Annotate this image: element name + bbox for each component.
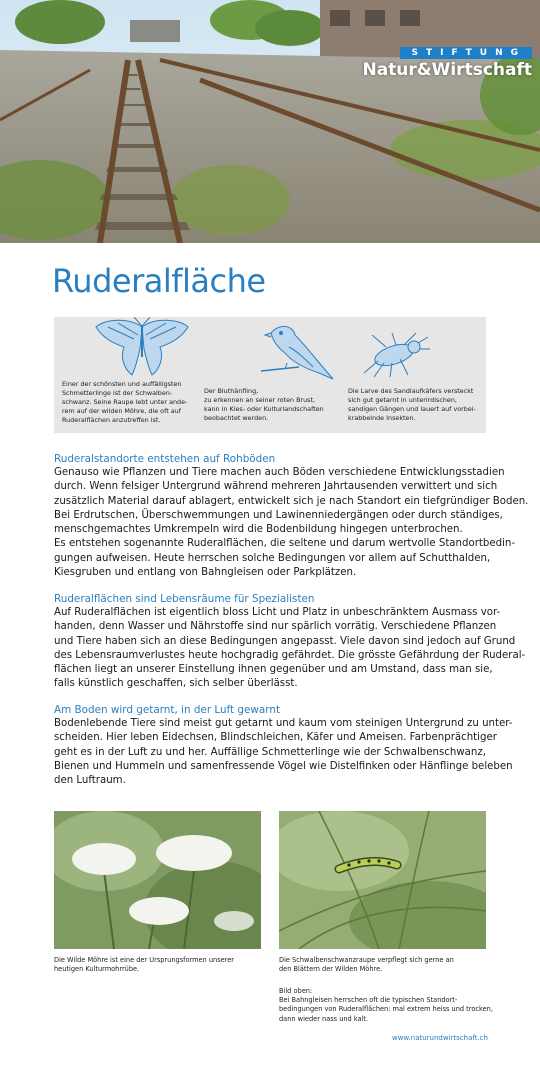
caterpillar-caption (279, 956, 454, 974)
text-line: den Luftraum. (54, 775, 126, 787)
caption-line: Ruderalflächen anzutreffen ist. (62, 416, 161, 424)
text-line: des Lebensraumverlustes heute hochgradig gefährdet. Die grösste Gefährdung der Ruderal- (54, 649, 526, 661)
caption-line: sich gut getarnt in unterirdischen, (348, 396, 457, 404)
caption-line: Bild oben: (279, 987, 313, 995)
caption-line: bedingungen von Ruderalflächen: mal extrem heiss und trocken, (279, 1005, 493, 1014)
caption-line: Die Wilde Möhre ist eine der Ursprungsformen unserer (54, 956, 235, 964)
text-line: falls künstlich geschaffen, sich selber überlässt. (54, 678, 298, 690)
section-heading: Ruderalstandorte entstehen auf Rohböden (54, 453, 276, 465)
text-line: Es entstehen sogenannte Ruderalflächen, die seltene und darum wertvolle Standortbedin- (54, 538, 516, 550)
section-specialists (54, 592, 526, 692)
logo-name: Natur&Wirtschaft (362, 60, 532, 80)
caption-line: rem auf der wilden Möhre, die oft auf (62, 407, 181, 415)
text-line: Kiesgruben und entlang von Bahngleisen oder Parkplätzen. (54, 567, 357, 579)
tiger-beetle-larva-icon (356, 331, 432, 379)
section-paragraph (54, 466, 529, 580)
illustration-panel (54, 317, 486, 433)
text-line: Bodenlebende Tiere sind meist gut getarnt und kaum vom steinigen Untergrund zu unter- (54, 718, 513, 729)
caption-line: beobachtet werden. (204, 414, 269, 422)
wild-carrot-photo (54, 811, 261, 949)
text-line: Genauso wie Pflanzen und Tiere machen auch Böden verschiedene Entwicklungsstadien (54, 467, 505, 478)
text-line: zusätzlich Material darauf ablagert, entwickelt sich je nach Standort ein tiefgründiger Boden. (54, 495, 529, 507)
section-camouflage (54, 703, 513, 788)
text-line: Bienen und Hummeln und samenfressende Vögel wie Distelfinken oder Hänflinge beleben (54, 760, 513, 772)
caption-line: Einer der schönsten und auffälligsten (62, 380, 182, 388)
caption-line: zu erkennen an seiner roten Brust, (204, 396, 316, 404)
caption-line: den Blättern der Wilden Möhre. (279, 965, 383, 974)
caption-line: Schmetterlinge ist der Schwalben- (62, 389, 173, 397)
section-paragraph (54, 717, 513, 788)
caption-line: schwanz. Seine Raupe lebt unter ande- (62, 398, 188, 406)
caption-line: krabbelnde Insekten. (348, 414, 416, 422)
caption-line: Bei Bahngleisen herrschen oft die typischen Standort- (279, 996, 458, 1005)
text-line: handen, denn Wasser und Nährstoffe sind nur spärlich vorrätig. Verschiedene Pflanzen (54, 621, 497, 633)
logo-stiftung: STIFTUNG (400, 47, 532, 59)
caterpillar-photo (279, 811, 486, 949)
page-title: Ruderalfläche (52, 262, 266, 300)
caption-line: Die Larve des Sandlaufkäfers versteckt (348, 387, 474, 395)
caption-line: sandigen Gängen und lauert auf vorbei- (348, 405, 476, 413)
header-photo (0, 0, 540, 243)
section-heading: Am Boden wird getarnt, in der Luft gewarnt (54, 704, 281, 716)
bird-caption (204, 387, 324, 423)
text-line: und Tiere haben sich an diese Bedingungen angepasst. Viele davon sind jedoch auf Grund (54, 635, 516, 647)
section-paragraph (54, 606, 526, 692)
text-line: scheiden. Hier leben Eidechsen, Blindschleichen, Käfer und Ameisen. Farbenprächtiger (54, 732, 497, 744)
caption-line: Die Schwalbenschwanzraupe verpflegt sich gerne an (279, 956, 454, 964)
section-heading: Ruderalflächen sind Lebensräume für Spezialisten (54, 593, 315, 605)
beetle-caption (348, 387, 476, 423)
text-line: Auf Ruderalflächen ist eigentlich bloss Licht und Platz in unbeschränktem Ausmass vor- (54, 607, 501, 618)
caption-line: dann wieder nass und kalt. (279, 1014, 369, 1023)
linnet-bird-icon (259, 321, 339, 383)
text-line: geht es in der Luft zu und her. Auffällige Schmetterlinge wie der Schwalbenschwanz, (54, 746, 486, 758)
header-photo-caption (279, 987, 493, 1024)
text-line: gungen aufweisen. Heute herrschen solche Bedingungen vor allem auf Schutthalden, (54, 552, 491, 564)
text-line: durch. Wenn felsiger Untergrund während mehreren Jahrtausenden verwittert und sich (54, 481, 498, 493)
website-link[interactable]: www.naturundwirtschaft.ch (392, 1034, 488, 1042)
wild-carrot-caption (54, 956, 234, 974)
caption-line: Der Bluthänfling, (204, 387, 259, 395)
swallowtail-butterfly-icon (94, 317, 190, 379)
text-line: Bei Erdrutschen, Überschwemmungen und Lawinenniedergängen oder durch ständiges, (54, 509, 503, 521)
text-line: flächen liegt an unserer Einstellung ihnen gegenüber und am Umstand, dass man sie, (54, 664, 493, 676)
caption-line: heutigen Kulturmohrrübe. (54, 965, 140, 974)
butterfly-caption (62, 380, 187, 425)
caption-line: kann in Kies- oder Kulturlandschaften (204, 405, 324, 413)
foundation-logo (340, 40, 540, 80)
section-ruderal-sites (54, 452, 529, 580)
text-line: menschgemachtes Umkrempeln wird die Bodenbildung hingegen unterbrochen. (54, 524, 463, 536)
